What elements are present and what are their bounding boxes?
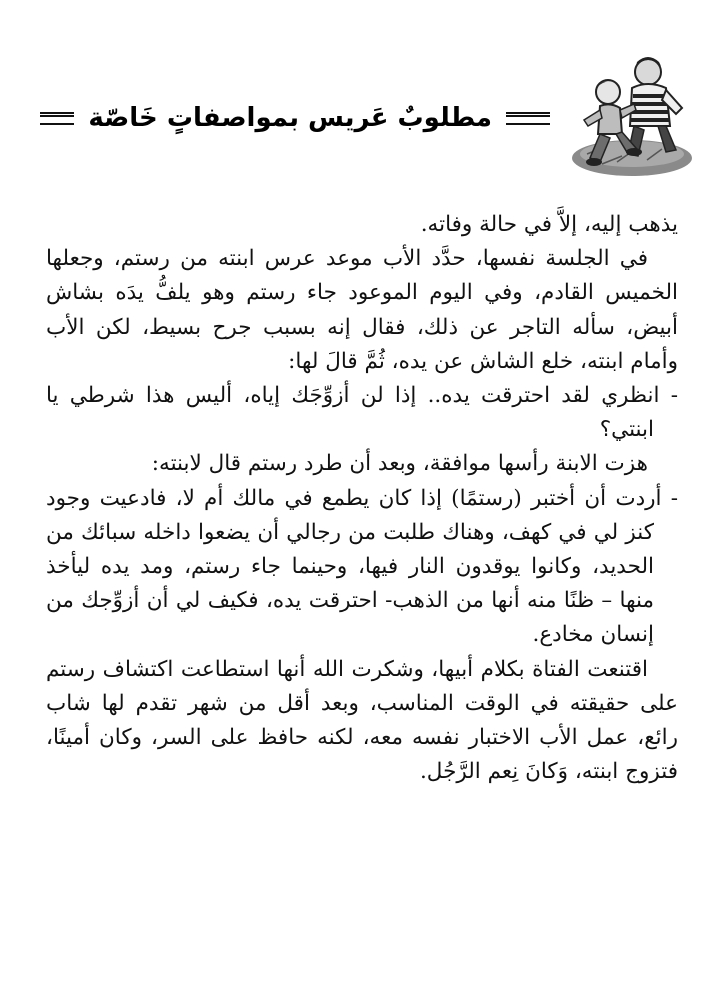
dialog-paragraph: - انظري لقد احترقت يده.. إذا لن أزوِّجَك إياه، أليس هذا شرطي يا ابنتي؟ xyxy=(46,383,678,443)
chapter-title: مطلوبٌ عَريس بمواصفاتٍ خَاصّة xyxy=(88,103,492,133)
page-body xyxy=(46,208,678,789)
paragraph: في الجلسة نفسها، حدَّد الأب موعد عرس ابنته من رستم، وجعلها الخميس القادم، وفي اليوم الموعود جاء رستم وهو يلفُّ يدَه بشاش أبيض، سأله التاجر عن ذلك، فقال إنه بسبب جرح بسيط، لكن الأب وأمام ابنته، خلع الشاش عن يده، ثُمَّ قالَ لها: xyxy=(46,246,678,374)
illustration-svg xyxy=(562,50,692,176)
paragraph: اقتنعت الفتاة بكلام أبيها، وشكرت الله أنها استطاعت اكتشاف رستم على حقيقته في الوقت المناسب، وبعد أقل من شهر تقدم لها شاب رائع، عمل الأب الاختبار نفسه معه، لكنه حافظ على السر، وكان أمينًا، فتزوج ابنته، وَكانَ نِعم الرَّجُل. xyxy=(46,656,678,785)
chapter-header xyxy=(40,50,700,180)
title-row xyxy=(40,98,550,138)
paragraph: يذهب إليه، إلاَّ في حالة وفاته. xyxy=(420,212,678,237)
title-rule-left xyxy=(40,112,74,125)
two-running-men-illustration xyxy=(562,50,692,176)
title-rule-right xyxy=(506,112,550,125)
dialog-paragraph: - أردت أن أختبر (رستمًا) إذا كان يطمع في مالك أم لا، فادعيت وجود كنز لي في كهف، وهناك طلبت من رجالي أن يضعوا داخله سبائك من الحديد، وكانوا يوقدون النار فيها، وحينما جاء رستم، ومد يده ليأخذ منها – ظنًا منه أنها من الذهب- احترقت يده، فكيف لي أن أزوِّجك من إنسان مخادع. xyxy=(46,485,678,648)
paragraph: هزت الابنة رأسها موافقة، وبعد أن طرد رستم قال لابنته: xyxy=(151,451,648,477)
